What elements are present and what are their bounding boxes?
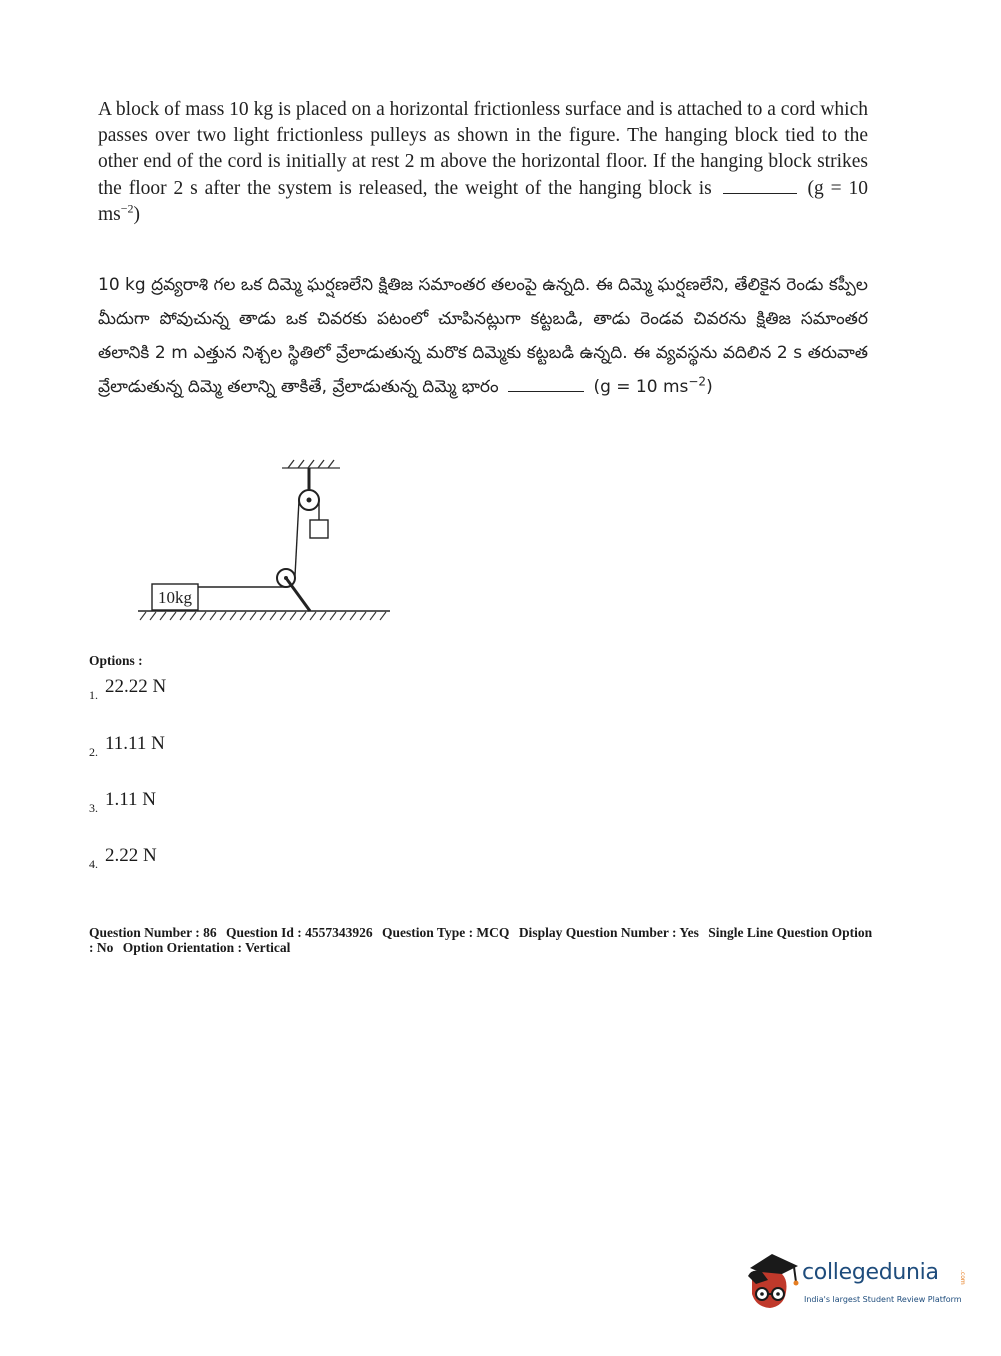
meta-single-line: Single Line Question Option : No (89, 925, 873, 955)
meta-question-id: Question Id : 4557343926 (226, 925, 373, 940)
g-value-telugu: (g = 10 $ms^{-2}$) (593, 374, 713, 397)
logo-domain: .com (959, 1270, 966, 1285)
answer-blank (723, 175, 797, 194)
option-number: 4. (89, 857, 98, 871)
option-number: 3. (89, 801, 98, 815)
option-number: 2. (89, 745, 98, 759)
options-label: Options : (89, 653, 143, 668)
question-telugu (98, 268, 868, 404)
option-value: 2.22 N (105, 845, 157, 866)
option-number: 1. (89, 688, 98, 702)
logo-wordmark: collegedunia (802, 1260, 939, 1285)
mascot-icon (742, 1250, 802, 1320)
option-value: 1.11 N (105, 789, 157, 810)
answer-blank-telugu (508, 375, 584, 392)
option-value: 22.22 N (105, 676, 167, 697)
question-metadata (89, 925, 879, 955)
option-value: 11.11 N (105, 733, 165, 754)
ceiling-hatch (282, 460, 340, 468)
question-telugu-text: 10 kg ద్రవ్యరాశి గల ఒక దిమ్మె ఘర్షణలేని క్షితిజ సమాంతర తలంపై ఉన్నది. ఈ దిమ్మె ఘర్షణలేని, తేలికైన రెండు కప్పీల మీదుగా పోవుచున్న తాడు ఒక చివరకు పటంలో చూపినట్లుగా కట్టబడి, తాడు రెండవ చివరను క్షితిజ సమాంతర తలానికి 2 m ఎత్తున నిశ్చల స్థితిలో వ్రేలాడుతున్న మరొక దిమ్మెకు కట్టబడి ఉన్నది. ఈ వ్యవస్థను వదిలిన 2 s తరువాత వ్రేలాడుతున్న దిమ్మె తలాన్ని తాకితే, వ్రేలాడుతున్న దిమ్మె భారం (98, 275, 868, 397)
meta-question-type: Question Type : MCQ (382, 925, 510, 940)
vertical-string (295, 500, 299, 576)
question-english (98, 97, 868, 228)
logo-tagline: India's largest Student Review Platform (804, 1295, 962, 1304)
g-value-english: (g = 10 $ms^{-2}$) (98, 178, 868, 225)
collegedunia-logo (742, 1250, 972, 1320)
meta-display-number: Display Question Number : Yes (518, 925, 699, 940)
bottom-pulley-support (286, 578, 310, 611)
meta-question-number: Question Number : 86 (89, 925, 217, 940)
hanging-block (310, 520, 328, 538)
block-label: 10kg (158, 588, 192, 607)
meta-orientation: Option Orientation : Vertical (122, 940, 291, 955)
pulley-figure (128, 458, 398, 628)
floor-hatch (140, 612, 386, 620)
question-english-text: A block of mass 10 kg is placed on a horizontal frictionless surface and is attached to a cord which passes over two light frictionless pulleys as shown in the figure. The hanging block tied to the other end of the cord is initially at rest 2 m above the horizontal floor. If the hanging block strikes the floor 2 s after the system is released, the weight of the hanging block is (98, 99, 868, 199)
